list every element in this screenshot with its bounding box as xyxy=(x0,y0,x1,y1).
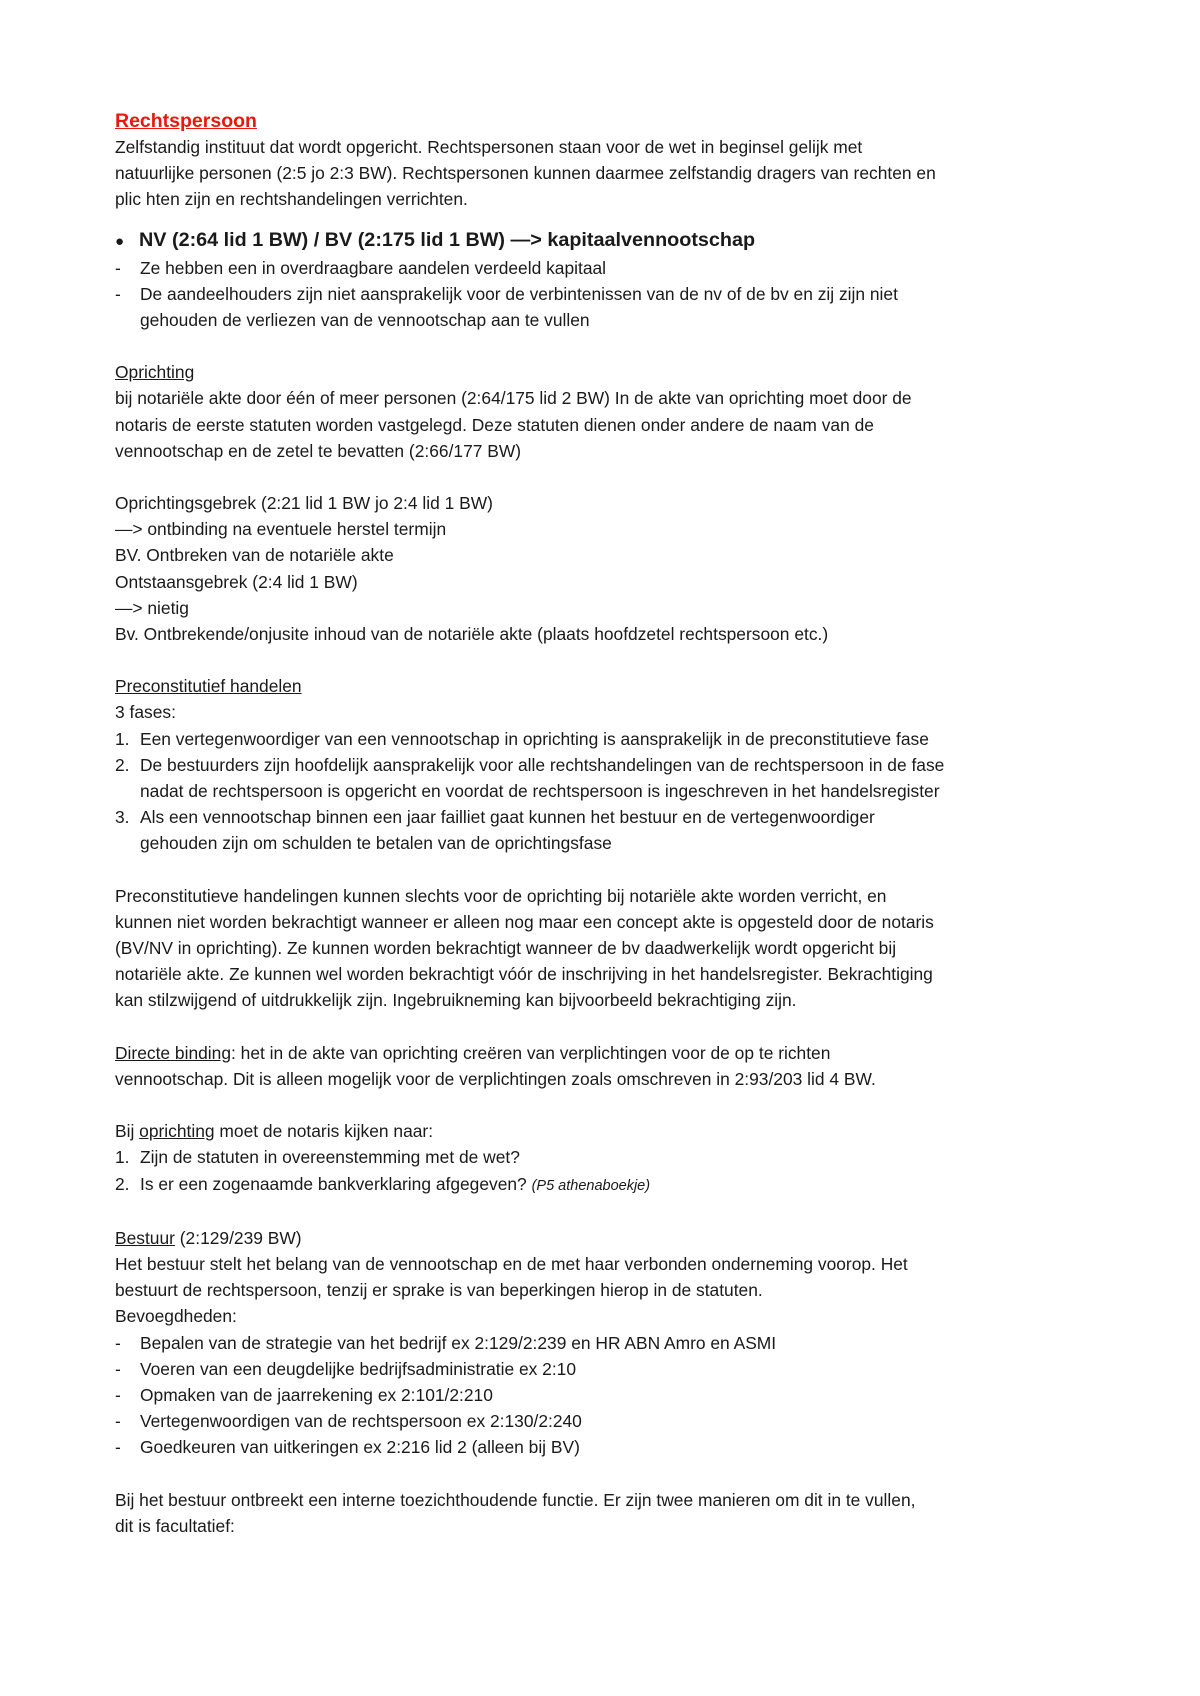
intro-line: plic hten zijn en rechtshandelingen verrichten. xyxy=(115,189,468,210)
directe-binding-label: Directe binding xyxy=(115,1042,232,1063)
note: (P5 athenaboekje) xyxy=(531,1177,651,1194)
preconstitutief-paragraph-line: (BV/NV in oprichting). Ze kunnen worden bekrachtigt wanneer de bv daadwerkelijk wordt opgericht bij xyxy=(115,938,897,959)
list-item-text: Voeren van een deugdelijke bedrijfsadministratie ex 2:10 xyxy=(140,1358,577,1379)
intro-line: Zelfstandig instituut dat wordt opgericht. Rechtspersonen staan voor de wet in beginsel gelijk met xyxy=(115,137,863,157)
number-marker: 1. xyxy=(115,1147,130,1168)
bullet-dot-icon: ● xyxy=(115,232,125,250)
list-item-text: nadat de rechtspersoon is opgericht en voordat de rechtspersoon is ingeschreven in het handelsregister xyxy=(140,781,940,802)
preconstitutief-paragraph-line: notariële akte. Ze kunnen wel worden bekrachtigt vóór de inschrijving in het handelsregister. Bekrachtiging xyxy=(115,964,933,985)
list-item-text: Vertegenwoordigen van de rechtspersoon ex 2:130/2:240 xyxy=(140,1411,582,1432)
fases-label: 3 fases: xyxy=(115,702,176,723)
notaris-prefix: Bij xyxy=(115,1121,140,1142)
list-item-text: Zijn de statuten in overeenstemming met de wet? xyxy=(140,1147,520,1168)
notaris-intro xyxy=(115,1118,1104,1144)
bestuur-heading-rest: (2:129/239 BW) xyxy=(174,1227,302,1248)
document-title: Rechtspersoon xyxy=(115,110,257,132)
gebrek-line: Bv. Ontbrekende/onjusite inhoud van de notariële akte (plaats hoofdzetel rechtspersoon etc.) xyxy=(115,624,829,645)
list-item-text: Als een vennootschap binnen een jaar failliet gaat kunnen het bestuur en de vertegenwoordiger xyxy=(140,807,875,828)
bestuur-heading xyxy=(115,1225,1104,1251)
dash-marker: - xyxy=(115,1411,121,1432)
gebrek-line: Oprichtingsgebrek (2:21 lid 1 BW jo 2:4 lid 1 BW) xyxy=(115,493,493,514)
list-item xyxy=(115,281,1104,333)
oprichting-line: notaris de eerste statuten worden vastgelegd. Deze statuten dienen onder andere de naam van de xyxy=(115,414,874,435)
list-item-text: Opmaken van de jaarrekening ex 2:101/2:210 xyxy=(140,1384,493,1405)
number-marker: 2. xyxy=(115,754,130,775)
bestuur-line: bestuurt de rechtspersoon, tenzij er sprake is van beperkingen hierop in de statuten. xyxy=(115,1280,763,1301)
list-item-text-main: Is er een zogenaamde bankverklaring afgegeven? xyxy=(140,1173,527,1194)
dash-marker: - xyxy=(115,283,121,304)
bestuur-closing-line: Bij het bestuur ontbreekt een interne toezichthoudende functie. Er zijn twee manieren om dit in te vullen, xyxy=(115,1489,916,1510)
directe-binding-line xyxy=(115,1040,1104,1066)
gebrek-line: —> nietig xyxy=(115,597,189,618)
number-marker: 1. xyxy=(115,728,130,749)
gebrek-line: BV. Ontbreken van de notariële akte xyxy=(115,545,394,566)
list-item-text: gehouden zijn om schulden te betalen van de oprichtingsfase xyxy=(140,833,612,854)
oprichting-line: bij notariële akte door één of meer personen (2:64/175 lid 2 BW) In de akte van oprichting moet door de xyxy=(115,388,912,409)
list-item-text: De bestuurders zijn hoofdelijk aansprakelijk voor alle rechtshandelingen van de rechtspersoon in de fase xyxy=(140,754,945,775)
list-item xyxy=(115,752,1104,804)
bestuur-heading-text: Bestuur xyxy=(115,1227,175,1248)
list-item-text: Ze hebben een in overdraagbare aandelen verdeeld kapitaal xyxy=(140,257,607,278)
list-item xyxy=(115,726,1104,752)
list-item xyxy=(115,1171,1104,1199)
dash-marker: - xyxy=(115,1384,121,1405)
list-item xyxy=(115,804,1104,856)
list-item-text xyxy=(140,1171,650,1199)
nvbv-heading-text: NV (2:64 lid 1 BW) / BV (2:175 lid 1 BW) —> kapitaalvennootschap xyxy=(139,228,756,251)
list-item-text: gehouden de verliezen van de vennootschap aan te vullen xyxy=(140,310,590,331)
gebrek-line: Ontstaansgebrek (2:4 lid 1 BW) xyxy=(115,571,358,592)
bevoegdheden-label: Bevoegdheden: xyxy=(115,1306,237,1327)
bestuur-closing-line: dit is facultatief: xyxy=(115,1515,235,1536)
number-marker: 3. xyxy=(115,807,130,828)
list-item xyxy=(115,255,1104,281)
gebrek-line: —> ontbinding na eventuele herstel termijn xyxy=(115,519,447,540)
dash-marker: - xyxy=(115,1332,121,1353)
oprichting-line: vennootschap en de zetel te bevatten (2:66/177 BW) xyxy=(115,440,522,461)
nvbv-heading xyxy=(115,227,1104,255)
list-item xyxy=(115,1330,1104,1356)
directe-binding-text: : het in de akte van oprichting creëren van verplichtingen voor de op te richten xyxy=(231,1042,831,1063)
list-item xyxy=(115,1356,1104,1382)
preconstitutief-paragraph-line: Preconstitutieve handelingen kunnen slechts voor de oprichting bij notariële akte worden verricht, en xyxy=(115,885,887,906)
preconstitutief-paragraph-line: kunnen niet worden bekrachtigt wanneer er alleen nog maar een concept akte is opgesteld door de notaris xyxy=(115,911,934,932)
list-item xyxy=(115,1382,1104,1408)
list-item xyxy=(115,1434,1104,1460)
list-item-text: Bepalen van de strategie van het bedrijf ex 2:129/2:239 en HR ABN Amro en ASMI xyxy=(140,1332,777,1353)
notaris-suffix: moet de notaris kijken naar: xyxy=(214,1121,434,1142)
intro-line: natuurlijke personen (2:5 jo 2:3 BW). Rechtspersonen kunnen daarmee zelfstandig dragers van rechten en xyxy=(115,163,936,184)
preconstitutief-paragraph-line: kan stilzwijgend of uitdrukkelijk zijn. Ingebruikneming kan bijvoorbeeld bekrachtiging zijn. xyxy=(115,990,797,1011)
dash-marker: - xyxy=(115,1437,121,1458)
list-item-text: Goedkeuren van uitkeringen ex 2:216 lid 2 (alleen bij BV) xyxy=(140,1437,580,1458)
dash-marker: - xyxy=(115,1358,121,1379)
number-marker: 2. xyxy=(115,1173,130,1194)
dash-marker: - xyxy=(115,257,121,278)
oprichting-heading: Oprichting xyxy=(115,362,195,383)
list-item xyxy=(115,1408,1104,1434)
list-item-text: Een vertegenwoordiger van een vennootschap in oprichting is aansprakelijk in de preconstitutieve fase xyxy=(140,728,929,749)
bestuur-line: Het bestuur stelt het belang van de vennootschap en de met haar verbonden onderneming voorop. Het xyxy=(115,1253,908,1274)
list-item-text: De aandeelhouders zijn niet aansprakelijk voor de verbintenissen van de nv of de bv en zij zijn niet xyxy=(140,283,898,304)
notaris-underlined: oprichting xyxy=(139,1121,215,1142)
preconstitutief-heading: Preconstitutief handelen xyxy=(115,676,302,697)
list-item xyxy=(115,1144,1104,1170)
directe-binding-line: vennootschap. Dit is alleen mogelijk voor de verplichtingen zoals omschreven in 2:93/203 lid 4 BW. xyxy=(115,1068,876,1089)
